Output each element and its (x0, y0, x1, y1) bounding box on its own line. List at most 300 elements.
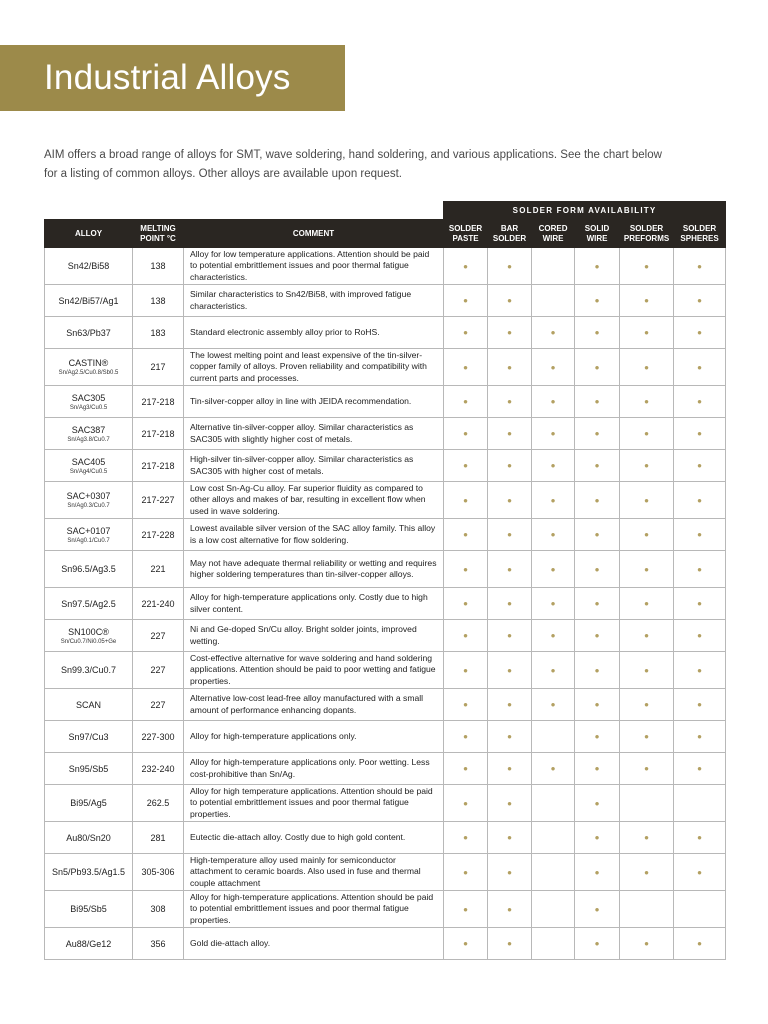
table-row (45, 386, 726, 418)
availability-dot-icon: • (463, 628, 468, 643)
solid-wire-availability-cell (575, 785, 620, 822)
solid-wire-availability-cell (575, 652, 620, 689)
solder-preforms-availability-cell (620, 349, 674, 386)
solid-wire-availability-cell (575, 317, 620, 349)
availability-dot-icon: • (463, 761, 468, 776)
availability-dot-icon: • (550, 662, 556, 678)
table-row (45, 317, 726, 349)
cored-wire-availability-cell (532, 689, 575, 721)
solder-preforms-availability-cell (620, 652, 674, 689)
solder-preforms-availability-cell (620, 482, 674, 519)
col-header-melting-point: MELTING POINT °C (133, 220, 184, 248)
cored-wire-availability-cell (532, 652, 575, 689)
availability-dot-icon: • (463, 729, 468, 744)
availability-dot-icon: • (697, 359, 702, 375)
alloy-name: Sn5/Pb93.5/Ag1.5 (51, 867, 126, 877)
alloy-composition: Sn/Ag3.8/Cu0.7 (67, 436, 110, 443)
solder-preforms-availability-cell (620, 689, 674, 721)
col-header-bar-solder: BAR SOLDER (488, 220, 532, 248)
table-row (45, 450, 726, 482)
cored-wire-availability-cell (532, 854, 575, 891)
cored-wire-availability-cell (532, 248, 575, 285)
solder-spheres-availability-cell (674, 891, 726, 928)
bar-solder-availability-cell (488, 891, 532, 928)
solder-paste-availability-cell (444, 285, 488, 317)
alloy-name: Sn42/Bi58 (67, 261, 110, 271)
availability-dot-icon: • (463, 527, 468, 542)
solder-preforms-availability-cell (620, 519, 674, 551)
alloy-cell (45, 928, 133, 960)
availability-dot-icon: • (550, 492, 556, 508)
solid-wire-availability-cell (575, 822, 620, 854)
alloy-name: SAC305 (71, 392, 106, 403)
solder-spheres-availability-cell (674, 349, 726, 386)
comment-cell: Eutectic die-attach alloy. Costly due to high gold content. (184, 822, 444, 854)
availability-dot-icon: • (463, 830, 468, 845)
melting-point-cell: 217-218 (133, 450, 184, 482)
solder-form-availability-header: SOLDER FORM AVAILABILITY (444, 202, 726, 220)
cored-wire-availability-cell (532, 551, 575, 588)
comment-cell: Alloy for high temperature applications. Attention should be paid to potential embrittlement issues and poor thermal fatigue properties. (184, 785, 444, 822)
solid-wire-availability-cell (575, 386, 620, 418)
bar-solder-availability-cell (488, 482, 532, 519)
comment-cell: Gold die-attach alloy. (184, 928, 444, 960)
alloy-cell (45, 689, 133, 721)
availability-dot-icon: • (644, 293, 649, 308)
availability-dot-icon: • (697, 293, 702, 308)
comment-cell: Alternative low-cost lead-free alloy manufactured with a small amount of performance enhancing dopants. (184, 689, 444, 721)
availability-dot-icon: • (697, 458, 702, 473)
availability-dot-icon: • (507, 293, 512, 308)
col-header-cored-wire: CORED WIRE (532, 220, 575, 248)
availability-dot-icon: • (644, 426, 649, 441)
availability-dot-icon: • (594, 761, 600, 776)
solder-spheres-availability-cell (674, 551, 726, 588)
table-row (45, 519, 726, 551)
table-row (45, 652, 726, 689)
solder-spheres-availability-cell (674, 822, 726, 854)
solder-spheres-availability-cell (674, 317, 726, 349)
solder-preforms-availability-cell (620, 753, 674, 785)
availability-dot-icon: • (507, 729, 512, 744)
table-row (45, 349, 726, 386)
solid-wire-availability-cell (575, 349, 620, 386)
availability-dot-icon: • (507, 426, 512, 441)
availability-dot-icon: • (507, 901, 512, 917)
cored-wire-availability-cell (532, 785, 575, 822)
availability-dot-icon: • (644, 864, 649, 880)
solder-paste-availability-cell (444, 854, 488, 891)
solder-preforms-availability-cell (620, 620, 674, 652)
solder-preforms-availability-cell (620, 317, 674, 349)
availability-dot-icon: • (644, 258, 649, 274)
alloy-name: Bi95/Sb5 (70, 904, 107, 914)
melting-point-cell: 138 (133, 285, 184, 317)
availability-dot-icon: • (697, 936, 702, 951)
solid-wire-availability-cell (575, 248, 620, 285)
melting-point-cell: 227-300 (133, 721, 184, 753)
melting-point-cell: 356 (133, 928, 184, 960)
availability-dot-icon: • (594, 394, 600, 409)
table-row (45, 551, 726, 588)
availability-dot-icon: • (507, 492, 512, 508)
solder-spheres-availability-cell (674, 248, 726, 285)
availability-dot-icon: • (697, 662, 702, 678)
melting-point-cell: 281 (133, 822, 184, 854)
col-header-solid-wire: SOLID WIRE (575, 220, 620, 248)
comment-cell: Lowest available silver version of the SAC alloy family. This alloy is a low cost alternative for flow soldering. (184, 519, 444, 551)
table-row (45, 482, 726, 519)
melting-point-cell: 262.5 (133, 785, 184, 822)
availability-dot-icon: • (644, 662, 649, 678)
availability-dot-icon: • (594, 458, 600, 473)
cored-wire-availability-cell (532, 418, 575, 450)
availability-dot-icon: • (463, 492, 468, 508)
title-banner (0, 45, 345, 111)
availability-dot-icon: • (594, 830, 600, 845)
melting-point-cell: 308 (133, 891, 184, 928)
alloy-name: SN100C® (68, 626, 109, 637)
cored-wire-availability-cell (532, 519, 575, 551)
solder-paste-availability-cell (444, 386, 488, 418)
solder-paste-availability-cell (444, 519, 488, 551)
alloy-cell (45, 248, 133, 285)
availability-dot-icon: • (644, 492, 649, 508)
comment-cell: Tin-silver-copper alloy in line with JEIDA recommendation. (184, 386, 444, 418)
solder-paste-availability-cell (444, 928, 488, 960)
solid-wire-availability-cell (575, 753, 620, 785)
melting-point-cell: 305-306 (133, 854, 184, 891)
availability-dot-icon: • (697, 258, 702, 274)
table-row (45, 854, 726, 891)
solder-spheres-availability-cell (674, 721, 726, 753)
page-title: Industrial Alloys (44, 58, 291, 97)
comment-cell: High-temperature alloy used mainly for semiconductor attachment to ceramic boards. Also used in fuse and thermal couple attachment (184, 854, 444, 891)
bar-solder-availability-cell (488, 854, 532, 891)
availability-dot-icon: • (507, 527, 512, 542)
bar-solder-availability-cell (488, 519, 532, 551)
availability-dot-icon: • (644, 697, 649, 712)
solder-spheres-availability-cell (674, 620, 726, 652)
solder-paste-availability-cell (444, 482, 488, 519)
availability-dot-icon: • (507, 325, 512, 340)
comment-cell: Standard electronic assembly alloy prior to RoHS. (184, 317, 444, 349)
cored-wire-availability-cell (532, 891, 575, 928)
availability-dot-icon: • (550, 325, 556, 340)
alloy-name: Sn97/Cu3 (68, 731, 109, 742)
availability-dot-icon: • (644, 527, 649, 542)
alloy-name: SAC405 (71, 456, 106, 467)
alloy-cell (45, 891, 133, 928)
availability-dot-icon: • (697, 697, 702, 712)
alloy-cell (45, 418, 133, 450)
alloy-name: Sn42/Bi57/Ag1 (58, 295, 119, 306)
cored-wire-availability-cell (532, 317, 575, 349)
bar-solder-availability-cell (488, 349, 532, 386)
solid-wire-availability-cell (575, 891, 620, 928)
solder-paste-availability-cell (444, 349, 488, 386)
solder-preforms-availability-cell (620, 854, 674, 891)
comment-cell: Alloy for high-temperature applications only. Costly due to high silver content. (184, 588, 444, 620)
solder-paste-availability-cell (444, 418, 488, 450)
alloy-name: Au88/Ge12 (65, 938, 112, 949)
bar-solder-availability-cell (488, 928, 532, 960)
availability-dot-icon: • (644, 936, 649, 951)
comment-cell: Alloy for high-temperature applications. Attention should be paid to potential embrittlement issues and poor thermal fatigue properties. (184, 891, 444, 928)
availability-dot-icon: • (644, 458, 649, 473)
availability-dot-icon: • (594, 697, 600, 712)
melting-point-cell: 217 (133, 349, 184, 386)
solid-wire-availability-cell (575, 285, 620, 317)
alloy-cell (45, 519, 133, 551)
melting-point-cell: 227 (133, 620, 184, 652)
table-row (45, 620, 726, 652)
cored-wire-availability-cell (532, 620, 575, 652)
availability-dot-icon: • (594, 596, 600, 611)
solder-paste-availability-cell (444, 588, 488, 620)
cored-wire-availability-cell (532, 450, 575, 482)
alloy-table (44, 201, 726, 960)
availability-dot-icon: • (644, 394, 649, 409)
availability-dot-icon: • (550, 458, 556, 473)
availability-dot-icon: • (644, 325, 649, 340)
solder-paste-availability-cell (444, 689, 488, 721)
solder-preforms-availability-cell (620, 418, 674, 450)
availability-dot-icon: • (594, 527, 600, 542)
table-row (45, 418, 726, 450)
bar-solder-availability-cell (488, 317, 532, 349)
solder-preforms-availability-cell (620, 450, 674, 482)
table-row (45, 891, 726, 928)
solid-wire-availability-cell (575, 721, 620, 753)
table-row (45, 689, 726, 721)
bar-solder-availability-cell (488, 753, 532, 785)
table-body (45, 248, 726, 960)
alloy-name: SCAN (75, 699, 101, 710)
comment-cell: Similar characteristics to Sn42/Bi58, with improved fatigue characteristics. (184, 285, 444, 317)
alloy-name: SAC+0307 (66, 491, 111, 501)
alloy-name: Bi95/Ag5 (70, 798, 107, 808)
melting-point-cell: 183 (133, 317, 184, 349)
table-row (45, 785, 726, 822)
availability-dot-icon: • (697, 394, 702, 409)
availability-dot-icon: • (594, 258, 600, 274)
alloy-cell (45, 482, 133, 519)
availability-dot-icon: • (697, 628, 702, 643)
alloy-cell (45, 588, 133, 620)
alloy-composition: Sn/Ag4/Cu0.5 (69, 468, 108, 475)
alloy-cell (45, 785, 133, 822)
solid-wire-availability-cell (575, 551, 620, 588)
solid-wire-availability-cell (575, 620, 620, 652)
solder-spheres-availability-cell (674, 519, 726, 551)
bar-solder-availability-cell (488, 822, 532, 854)
alloy-name: CASTIN® (68, 358, 109, 368)
solder-paste-availability-cell (444, 822, 488, 854)
melting-point-cell: 232-240 (133, 753, 184, 785)
bar-solder-availability-cell (488, 418, 532, 450)
solder-preforms-availability-cell (620, 285, 674, 317)
alloy-cell (45, 317, 133, 349)
solder-spheres-availability-cell (674, 285, 726, 317)
alloy-name: Sn63/Pb37 (66, 327, 111, 338)
availability-dot-icon: • (594, 325, 600, 340)
availability-dot-icon: • (550, 426, 556, 441)
availability-dot-icon: • (507, 628, 512, 643)
solder-spheres-availability-cell (674, 418, 726, 450)
alloy-name: Sn95/Sb5 (68, 763, 109, 774)
solder-paste-availability-cell (444, 551, 488, 588)
alloy-name: Sn97.5/Ag2.5 (61, 598, 116, 609)
alloy-cell (45, 551, 133, 588)
availability-dot-icon: • (507, 596, 512, 611)
solder-paste-availability-cell (444, 248, 488, 285)
table-row (45, 588, 726, 620)
solder-spheres-availability-cell (674, 386, 726, 418)
availability-dot-icon: • (594, 293, 600, 308)
bar-solder-availability-cell (488, 620, 532, 652)
alloy-composition: Sn/Cu0.7/Ni0.05+Ge (60, 638, 117, 645)
availability-dot-icon: • (507, 359, 512, 375)
availability-dot-icon: • (463, 795, 468, 811)
solid-wire-availability-cell (575, 418, 620, 450)
availability-dot-icon: • (644, 628, 649, 643)
availability-dot-icon: • (594, 901, 600, 917)
availability-dot-icon: • (507, 662, 512, 678)
table-row (45, 285, 726, 317)
comment-cell: Ni and Ge-doped Sn/Cu alloy. Bright solder joints, improved wetting. (184, 620, 444, 652)
availability-dot-icon: • (594, 936, 600, 951)
solder-paste-availability-cell (444, 721, 488, 753)
availability-dot-icon: • (463, 426, 468, 441)
col-header-solder-paste: SOLDER PASTE (444, 220, 488, 248)
alloy-composition: Sn/Ag0.3/Cu0.7 (67, 503, 110, 509)
availability-dot-icon: • (594, 729, 600, 744)
availability-dot-icon: • (594, 426, 600, 441)
cored-wire-availability-cell (532, 753, 575, 785)
melting-point-cell: 217-228 (133, 519, 184, 551)
cored-wire-availability-cell (532, 349, 575, 386)
availability-dot-icon: • (697, 426, 702, 441)
solid-wire-availability-cell (575, 928, 620, 960)
comment-cell: Alternative tin-silver-copper alloy. Similar characteristics as SAC305 with slightly higher cost of metals. (184, 418, 444, 450)
solder-preforms-availability-cell (620, 386, 674, 418)
availability-dot-icon: • (644, 596, 649, 611)
alloy-cell (45, 450, 133, 482)
availability-dot-icon: • (697, 325, 702, 340)
alloy-composition: Sn/Ag0.1/Cu0.7 (67, 537, 110, 544)
solder-paste-availability-cell (444, 785, 488, 822)
cored-wire-availability-cell (532, 928, 575, 960)
solid-wire-availability-cell (575, 450, 620, 482)
alloy-composition: Sn/Ag2.5/Cu0.8/Sb0.5 (58, 370, 119, 376)
bar-solder-availability-cell (488, 551, 532, 588)
table-row (45, 753, 726, 785)
availability-dot-icon: • (507, 697, 512, 712)
solder-spheres-availability-cell (674, 785, 726, 822)
availability-dot-icon: • (507, 394, 512, 409)
alloy-composition: Sn/Ag3/Cu0.5 (69, 404, 108, 411)
availability-dot-icon: • (594, 795, 600, 811)
bar-solder-availability-cell (488, 386, 532, 418)
solder-spheres-availability-cell (674, 450, 726, 482)
alloy-name: SAC387 (71, 424, 106, 435)
availability-dot-icon: • (463, 901, 468, 917)
solder-spheres-availability-cell (674, 854, 726, 891)
solder-preforms-availability-cell (620, 822, 674, 854)
bar-solder-availability-cell (488, 689, 532, 721)
bar-solder-availability-cell (488, 785, 532, 822)
solid-wire-availability-cell (575, 588, 620, 620)
availability-dot-icon: • (550, 761, 556, 776)
alloy-cell (45, 386, 133, 418)
table-row (45, 928, 726, 960)
availability-dot-icon: • (644, 830, 649, 845)
solid-wire-availability-cell (575, 482, 620, 519)
melting-point-cell: 217-218 (133, 418, 184, 450)
alloy-cell (45, 620, 133, 652)
availability-dot-icon: • (550, 628, 556, 643)
comment-cell: High-silver tin-silver-copper alloy. Similar characteristics as SAC305 with higher cost of metals. (184, 450, 444, 482)
comment-cell: Alloy for high-temperature applications only. Poor wetting. Less cost-prohibitive than Sn/Ag. (184, 753, 444, 785)
availability-dot-icon: • (463, 293, 468, 308)
cored-wire-availability-cell (532, 386, 575, 418)
col-header-alloy: ALLOY (45, 220, 133, 248)
solid-wire-availability-cell (575, 854, 620, 891)
melting-point-cell: 227 (133, 689, 184, 721)
availability-dot-icon: • (594, 561, 600, 577)
bar-solder-availability-cell (488, 248, 532, 285)
cored-wire-availability-cell (532, 721, 575, 753)
availability-dot-icon: • (463, 596, 468, 611)
alloy-name: SAC+0107 (66, 525, 111, 536)
availability-dot-icon: • (463, 394, 468, 409)
availability-dot-icon: • (550, 596, 556, 611)
cored-wire-availability-cell (532, 285, 575, 317)
availability-dot-icon: • (507, 864, 512, 880)
availability-dot-icon: • (550, 527, 556, 542)
availability-dot-icon: • (463, 864, 468, 880)
cored-wire-availability-cell (532, 482, 575, 519)
availability-dot-icon: • (463, 936, 468, 951)
availability-dot-icon: • (463, 697, 468, 712)
availability-dot-icon: • (463, 561, 468, 577)
availability-dot-icon: • (463, 258, 468, 274)
solder-paste-availability-cell (444, 652, 488, 689)
solder-spheres-availability-cell (674, 753, 726, 785)
solder-preforms-availability-cell (620, 551, 674, 588)
solder-spheres-availability-cell (674, 482, 726, 519)
melting-point-cell: 138 (133, 248, 184, 285)
header-spacer (45, 202, 444, 220)
solid-wire-availability-cell (575, 689, 620, 721)
alloy-name: Sn96.5/Ag3.5 (61, 564, 116, 574)
bar-solder-availability-cell (488, 285, 532, 317)
bar-solder-availability-cell (488, 721, 532, 753)
availability-dot-icon: • (463, 325, 468, 340)
availability-dot-icon: • (644, 561, 649, 577)
availability-dot-icon: • (507, 830, 512, 845)
comment-cell: Low cost Sn-Ag-Cu alloy. Far superior fluidity as compared to other alloys and makes of bar, resulting in excellent flow when used in wave soldering. (184, 482, 444, 519)
availability-dot-icon: • (697, 527, 702, 542)
solder-paste-availability-cell (444, 891, 488, 928)
alloy-cell (45, 349, 133, 386)
availability-dot-icon: • (697, 729, 702, 744)
alloy-name: Au80/Sn20 (66, 832, 111, 843)
solder-preforms-availability-cell (620, 721, 674, 753)
availability-dot-icon: • (697, 596, 702, 611)
solder-spheres-availability-cell (674, 689, 726, 721)
